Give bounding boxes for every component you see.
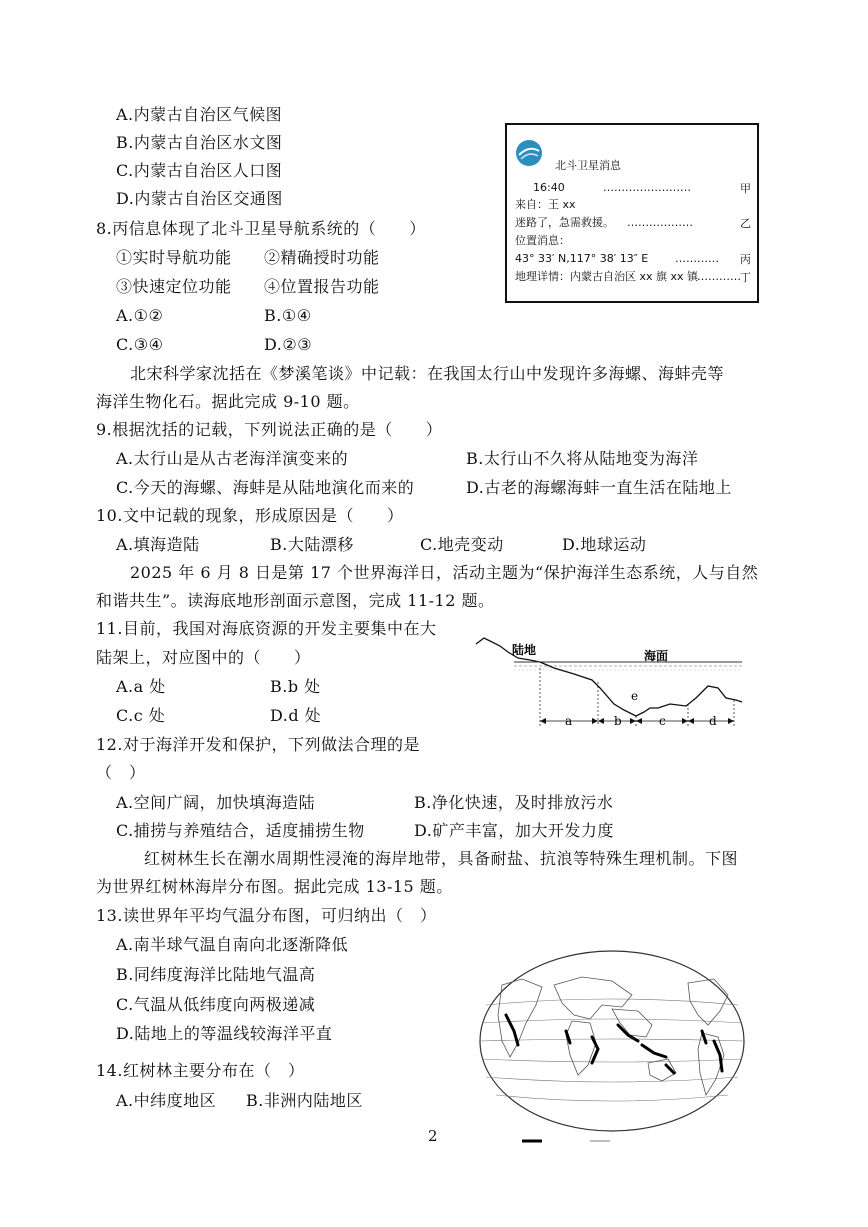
message-detail: 地理详情：内蒙古自治区 xx 旗 xx 镇	[515, 270, 699, 283]
q14-option-a: A.中纬度地区	[116, 1091, 217, 1110]
q10-option-c: C.地壳变动	[420, 535, 504, 554]
q12-option-b: B.净化快速，及时排放污水	[414, 793, 614, 812]
q8-option-d: D.②③	[264, 335, 313, 354]
q11-stem-1: 11.目前，我国对海底资源的开发主要集中在大	[96, 619, 437, 638]
passage1-line1: 北宋科学家沈括在《梦溪笔谈》中记载：在我国太行山中发现许多海螺、海蚌壳等	[130, 364, 725, 383]
message-title: 北斗卫星消息	[555, 159, 621, 172]
q8-option-a: A.①②	[116, 306, 164, 325]
tag-jia: 甲	[740, 182, 751, 195]
q9-option-d: D.古老的海螺海蚌一直生活在陆地上	[466, 478, 732, 497]
q10-option-a: A.填海造陆	[116, 535, 200, 554]
message-from: 来自：王 xx	[515, 198, 576, 211]
passage2-line1: 2025 年 6 月 8 日是第 17 个世界海洋日，活动主题为“保护海洋生态系统，人与自然	[130, 563, 759, 582]
q8-option-b: B.①④	[264, 306, 312, 325]
q13-option-a: A.南半球气温自南向北逐渐降低	[116, 935, 349, 954]
passage3-line2: 为世界红树林海岸分布图。据此完成 13-15 题。	[96, 877, 453, 896]
q10-option-d: D.地球运动	[562, 535, 647, 554]
q9-option-a: A.太行山是从古老海洋演变来的	[116, 449, 349, 468]
message-pos-label: 位置消息：	[515, 234, 570, 247]
q9-option-b: B.太行山不久将从陆地变为海洋	[466, 449, 699, 468]
q8-item-4: ④位置报告功能	[264, 277, 380, 296]
q12-stem-1: 12.对于海洋开发和保护，下列做法合理的是	[96, 735, 420, 754]
dots-ding: …………	[697, 270, 741, 283]
beidou-logo-icon	[515, 139, 543, 167]
q12-option-a: A.空间广阔，加快填海造陆	[116, 793, 316, 812]
q11-stem-2: 陆架上，对应图中的（ ）	[96, 648, 311, 667]
passage3-line1: 红树林生长在潮水周期性浸淹的海岸地带，具备耐盐、抗浪等特殊生理机制。下图	[144, 849, 739, 868]
q11-option-b: B.b 处	[270, 677, 321, 696]
label-sea-surface: 海面	[644, 649, 669, 663]
q13-stem: 13.读世界年平均气温分布图，可归纳出（ ）	[96, 906, 437, 925]
dots-jia: ……………………	[603, 181, 691, 194]
label-b: b	[614, 714, 622, 728]
label-e: e	[631, 689, 639, 703]
q12-option-c: C.捕捞与养殖结合，适度捕捞生物	[116, 821, 365, 840]
q7-option-d: D.内蒙古自治区交通图	[116, 189, 283, 208]
q8-option-c: C.③④	[116, 335, 164, 354]
tag-yi: 乙	[740, 217, 751, 230]
q13-option-d: D.陆地上的等温线较海洋平直	[116, 1024, 333, 1043]
q7-option-a: A.内蒙古自治区气候图	[116, 105, 283, 124]
label-a: a	[565, 714, 573, 728]
label-land: 陆地	[512, 643, 537, 657]
q13-option-b: B.同纬度海洋比陆地气温高	[116, 965, 316, 984]
q8-item-1: ①实时导航功能	[116, 248, 232, 267]
q13-option-c: C.气温从低纬度向两极递减	[116, 995, 316, 1014]
q11-option-d: D.d 处	[270, 706, 322, 725]
q8-stem: 8.丙信息体现了北斗卫星导航系统的（ ）	[96, 219, 426, 238]
seafloor-profile-diagram	[474, 628, 746, 738]
label-c: c	[659, 714, 666, 728]
q10-option-b: B.大陆漂移	[270, 535, 354, 554]
q8-item-2: ②精确授时功能	[264, 248, 380, 267]
q9-stem: 9.根据沈括的记载，下列说法正确的是（ ）	[96, 420, 443, 439]
q7-option-c: C.内蒙古自治区人口图	[116, 161, 283, 180]
dots-yi: ………………	[627, 216, 693, 229]
q7-option-b: B.内蒙古自治区水文图	[116, 133, 283, 152]
message-coords: 43° 33′ N,117° 38′ 13″ E	[515, 252, 649, 265]
q11-option-a: A.a 处	[116, 677, 166, 696]
q12-stem-2: （ ）	[96, 763, 146, 782]
dots-bing: …………	[675, 252, 719, 265]
q14-stem: 14.红树林主要分布在（ ）	[96, 1061, 305, 1080]
q12-option-d: D.矿产丰富，加大开发力度	[414, 821, 614, 840]
passage2-line2: 和谐共生”。读海底地形剖面示意图，完成 11-12 题。	[96, 591, 495, 610]
tag-bing: 丙	[740, 253, 751, 266]
message-time: 16:40	[533, 181, 565, 194]
q9-option-c: C.今天的海螺、海蚌是从陆地演化而来的	[116, 478, 415, 497]
passage1-line2: 海洋生物化石。据此完成 9-10 题。	[96, 392, 360, 411]
label-d: d	[709, 714, 717, 728]
q14-option-b: B.非洲内陆地区	[246, 1091, 363, 1110]
q11-option-c: C.c 处	[116, 706, 166, 725]
world-mangrove-map	[462, 945, 762, 1150]
message-text: 迷路了，急需救援。	[515, 216, 614, 229]
beidou-message-box	[505, 123, 759, 303]
tag-ding: 丁	[740, 271, 751, 284]
page-number: 2	[428, 1127, 438, 1145]
q8-item-3: ③快速定位功能	[116, 277, 232, 296]
q10-stem: 10.文中记载的现象，形成原因是（ ）	[96, 506, 404, 525]
